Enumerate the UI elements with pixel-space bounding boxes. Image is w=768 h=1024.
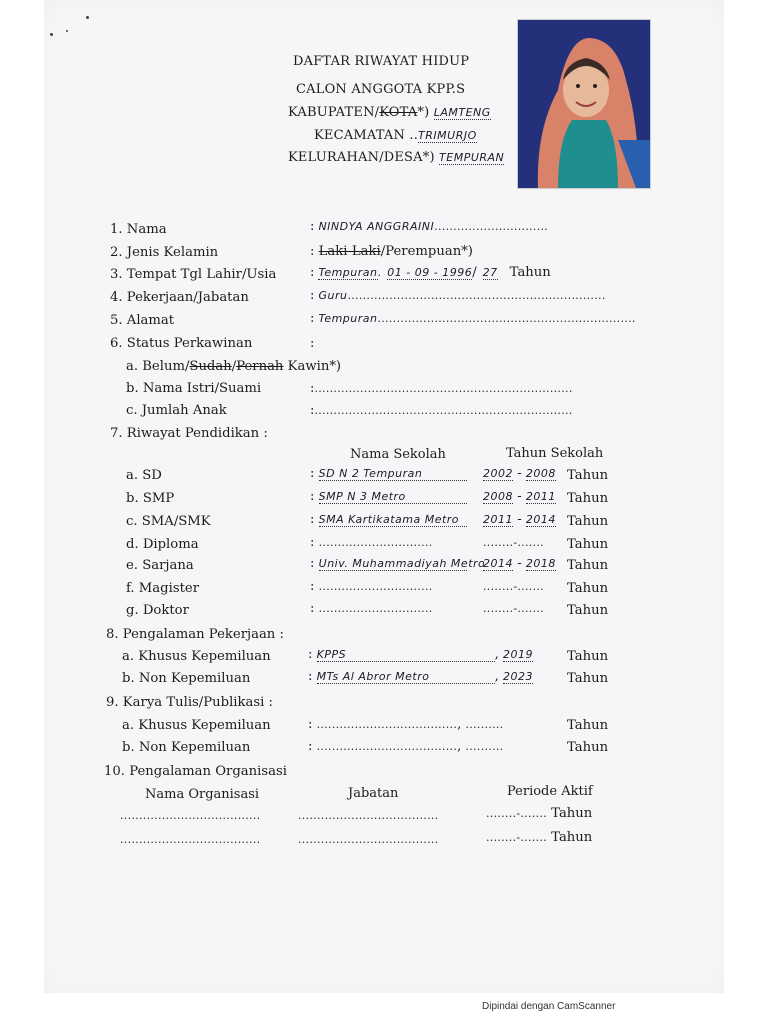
karya-year-dots: .......... — [465, 740, 504, 753]
year-dots: ........-....... — [483, 536, 544, 549]
field-nama-value: : NINDYA ANGGRAINI.............................. — [310, 219, 549, 234]
tahun-unit: Tahun — [567, 649, 609, 664]
ttl-unit: Tahun — [509, 265, 551, 280]
field-jenis-kelamin-label: 2. Jenis Kelamin — [110, 245, 219, 260]
karya-row-label: b. Non Kepemiluan — [122, 740, 251, 755]
tahun-unit: Tahun — [567, 740, 609, 755]
status-c-value: :.................................................................... — [310, 403, 573, 418]
year-from: 2002 — [483, 467, 513, 480]
org-name-dots: ..................................... — [120, 809, 261, 822]
kecamatan-line — [314, 128, 477, 143]
doc-subtitle: CALON ANGGOTA KPP.S — [296, 82, 466, 97]
tahun-unit: Tahun — [567, 558, 609, 573]
col-nama-sekolah: Nama Sekolah — [350, 447, 446, 462]
pendidikan-row-value: : .............................. — [310, 601, 433, 616]
pendidikan-row-years: 2008 - 2011 — [483, 489, 556, 504]
field-pekerjaan-value: : Guru.................................................................... — [310, 288, 606, 303]
school-name: SD N 2 Tempuran — [319, 467, 467, 481]
kecamatan-label: KECAMATAN .. — [314, 128, 419, 143]
tahun-unit: Tahun — [567, 514, 609, 529]
col-periode-aktif: Periode Aktif — [507, 784, 593, 799]
year-to: 2018 — [525, 557, 556, 570]
nama-dots: .............................. — [434, 220, 549, 233]
school-dots: .............................. — [318, 602, 433, 615]
org-row: ..................................... — [120, 833, 261, 846]
school-name: Univ. Muhammadiyah Metro — [318, 557, 486, 570]
karya-year-dots: .......... — [465, 718, 504, 731]
pengalaman-row-label: a. Khusus Kepemiluan — [122, 649, 271, 664]
pendidikan-row-years: 2014 - 2018 — [483, 556, 556, 571]
kelurahan-label: KELURAHAN/DESA*) — [288, 150, 440, 165]
doc-title: DAFTAR RIWAYAT HIDUP — [293, 54, 470, 69]
pendidikan-row-label: g. Doktor — [126, 603, 189, 618]
pengalaman-year: 2023 — [503, 670, 534, 683]
org-periode: ........-....... Tahun — [486, 830, 593, 845]
alamat-handwriting: Tempuran — [318, 312, 378, 325]
pendidikan-row-value: : SD N 2 Tempuran — [310, 466, 467, 481]
year-from: 2014 — [483, 557, 513, 570]
pendidikan-row-years — [483, 579, 544, 594]
karya-row-value: : ....................................., .......... — [308, 717, 504, 732]
kabupaten-line — [288, 105, 491, 120]
kecamatan-value: TRIMURJO — [418, 129, 477, 142]
organisasi-label: 10. Pengalaman Organisasi — [104, 764, 287, 779]
year-dots: ........-....... — [483, 580, 544, 593]
pendidikan-row-value: : Univ. Muhammadiyah Metro — [310, 556, 486, 571]
org-periode: ........-....... Tahun — [486, 806, 593, 821]
kelurahan-line — [288, 150, 504, 165]
karya-row-label: a. Khusus Kepemiluan — [122, 718, 271, 733]
school-dots: .............................. — [318, 580, 433, 593]
org-jabatan: ..................................... — [298, 809, 439, 822]
scan-speck — [66, 30, 68, 32]
col-tahun-sekolah: Tahun Sekolah — [506, 446, 604, 461]
status-a: a. Belum/Sudah/Pernah Kawin*) — [126, 359, 342, 374]
pengalaman-value: MTs Al Abror Metro — [317, 670, 495, 684]
year-to: 2008 — [525, 467, 556, 480]
scan-speck — [86, 16, 89, 19]
karya-dots: ..................................... — [316, 740, 458, 753]
pendidikan-label: 7. Riwayat Pendidikan : — [110, 426, 268, 441]
field-pekerjaan-label: 4. Pekerjaan/Jabatan — [110, 290, 249, 305]
pengalaman-label: 8. Pengalaman Pekerjaan : — [106, 627, 284, 642]
pengalaman-year: 2019 — [503, 648, 534, 661]
kabupaten-label: KABUPATEN/ — [288, 105, 380, 120]
ttl-date: 01 - 09 - 1996 — [387, 266, 473, 279]
camscanner-footer: Dipindai dengan CamScanner — [482, 1001, 616, 1012]
pendidikan-row-label: e. Sarjana — [126, 558, 194, 573]
org-jabatan: ..................................... — [298, 833, 439, 846]
field-ttl-value: : Tempuran. 01 - 09 - 1996/ 27 Tahun — [310, 265, 551, 280]
school-name: SMA Kartikatama Metro — [319, 513, 467, 527]
pengalaman-row-value: : MTs Al Abror Metro , 2023 — [308, 669, 534, 684]
pengalaman-row-value: : KPPS , 2019 — [308, 647, 534, 662]
year-from: 2008 — [483, 490, 513, 503]
pendidikan-row-label: a. SD — [126, 468, 162, 483]
status-c: c. Jumlah Anak — [126, 403, 227, 418]
karya-row-value: : ....................................., .......... — [308, 739, 504, 754]
pendidikan-row-years: 2011 - 2014 — [483, 512, 556, 527]
tahun-unit: Tahun — [567, 581, 609, 596]
pendidikan-row-value: : .............................. — [310, 579, 433, 594]
col-nama-organisasi: Nama Organisasi — [145, 787, 260, 802]
year-from: 2011 — [483, 513, 513, 526]
kota-strike: KOTA — [379, 105, 418, 120]
pekerjaan-handwriting: Guru — [318, 289, 348, 302]
pengalaman-value: KPPS — [317, 648, 495, 662]
pengalaman-row-label: b. Non Kepemiluan — [122, 671, 251, 686]
kelurahan-value: TEMPURAN — [439, 151, 505, 164]
pendidikan-row-label: c. SMA/SMK — [126, 514, 211, 529]
tahun-unit: Tahun — [567, 468, 609, 483]
karya-dots: ..................................... — [316, 718, 458, 731]
nama-handwriting: NINDYA ANGGRAINI — [318, 220, 435, 233]
pendidikan-row-value: : SMP N 3 Metro — [310, 489, 467, 504]
ttl-place: Tempuran — [318, 266, 378, 279]
profile-photo — [518, 20, 650, 188]
tahun-unit: Tahun — [567, 491, 609, 506]
school-dots: .............................. — [318, 536, 433, 549]
field-nama-label: 1. Nama — [110, 222, 167, 237]
tahun-unit: Tahun — [567, 671, 609, 686]
pendidikan-row-years — [483, 535, 544, 550]
pendidikan-row-years — [483, 601, 544, 616]
field-alamat-value: : Tempuran.................................................................... — [310, 311, 636, 326]
year-to: 2014 — [525, 513, 556, 526]
year-to: 2011 — [525, 490, 556, 503]
status-b-value: :.................................................................... — [310, 381, 573, 396]
kabupaten-suffix: *) — [417, 105, 434, 120]
pendidikan-row-years: 2002 - 2008 — [483, 466, 556, 481]
field-alamat-label: 5. Alamat — [110, 313, 175, 328]
year-dots: ........-....... — [483, 602, 544, 615]
field-status-label: 6. Status Perkawinan — [110, 336, 253, 351]
pendidikan-row-value: : SMA Kartikatama Metro — [310, 512, 467, 527]
org-row — [120, 808, 260, 823]
tahun-unit: Tahun — [567, 603, 609, 618]
status-colon: : — [310, 336, 315, 351]
karya-label: 9. Karya Tulis/Publikasi : — [106, 695, 273, 710]
pendidikan-row-label: b. SMP — [126, 491, 175, 506]
portrait-illustration — [518, 20, 650, 188]
pendidikan-row-label: f. Magister — [126, 581, 199, 596]
status-b: b. Nama Istri/Suami — [126, 381, 262, 396]
ttl-age: 27 — [482, 266, 498, 279]
school-name: SMP N 3 Metro — [319, 490, 467, 504]
tahun-unit: Tahun — [567, 537, 609, 552]
field-ttl-label: 3. Tempat Tgl Lahir/Usia — [110, 267, 277, 282]
kabupaten-value: LAMTENG — [433, 106, 491, 119]
col-jabatan: Jabatan — [348, 786, 399, 801]
laki-strike: Laki-Laki — [318, 244, 381, 259]
tahun-unit: Tahun — [567, 718, 609, 733]
pendidikan-row-value: : .............................. — [310, 535, 433, 550]
pendidikan-row-label: d. Diploma — [126, 537, 199, 552]
scan-speck — [50, 33, 53, 36]
field-jenis-kelamin-value: : Laki-Laki/Perempuan*) — [310, 244, 473, 259]
